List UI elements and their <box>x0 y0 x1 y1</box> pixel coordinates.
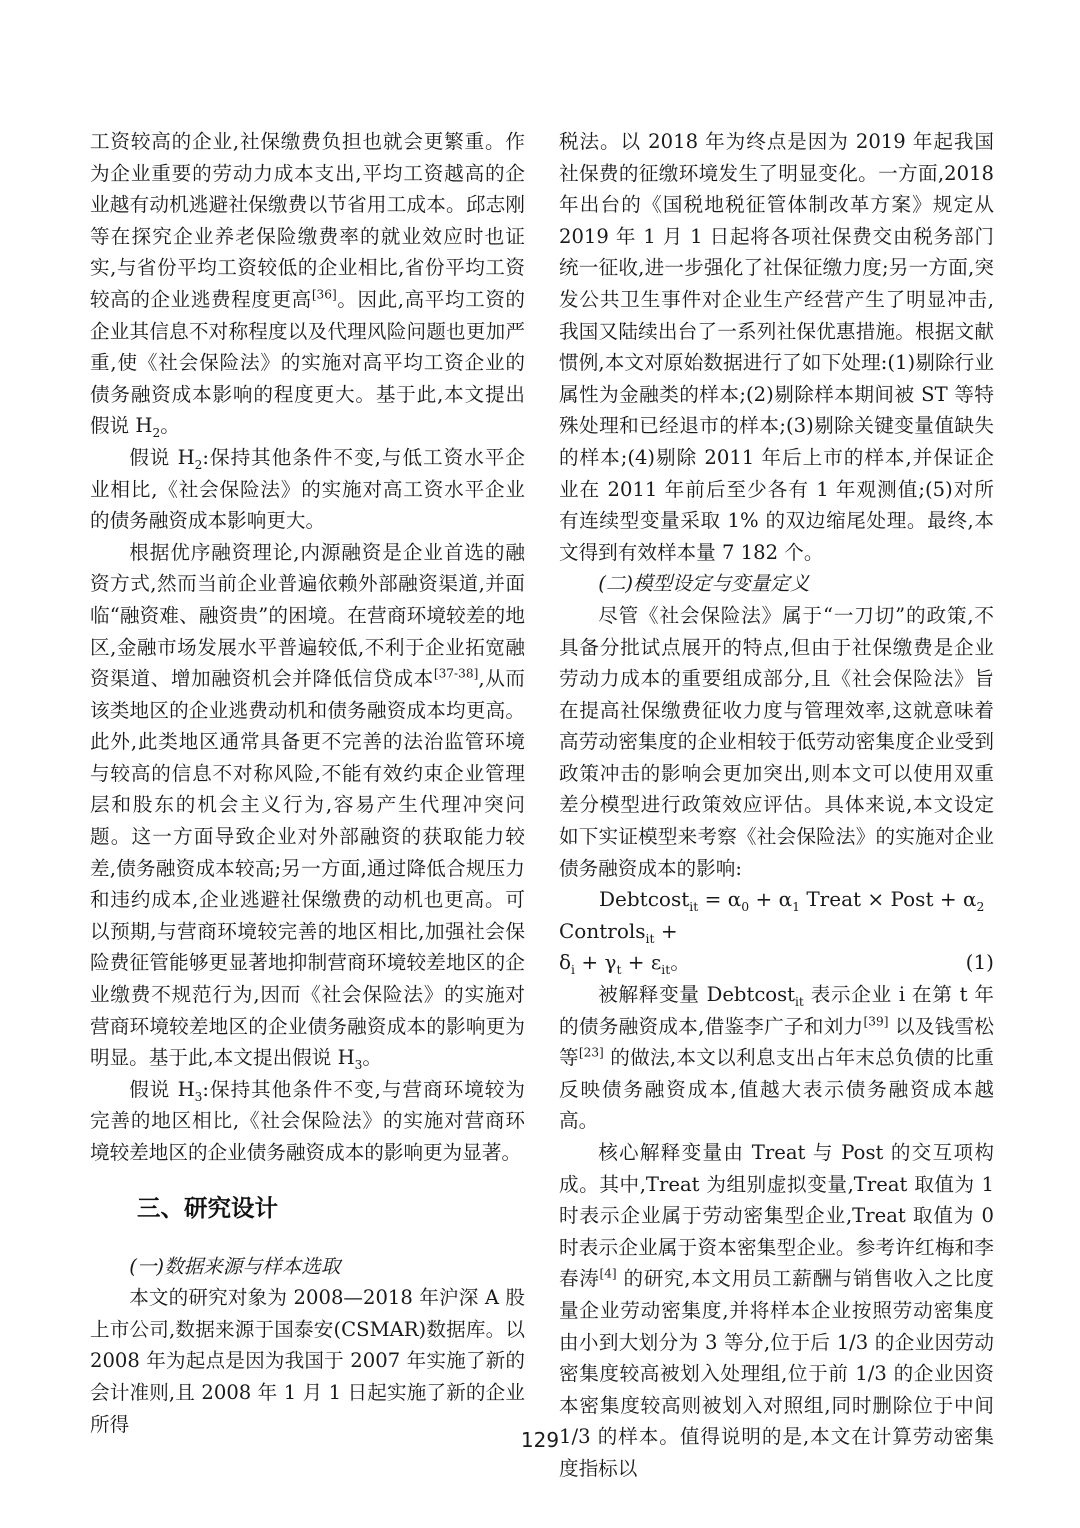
paragraph-wage-continuation: 工资较高的企业,社保缴费负担也就会更繁重。作为企业重要的劳动力成本支出,平均工资越高的企业越有动机逃避社保缴费以节省用工成本。邱志刚等在探究企业养老保险缴费率的就业效应时也证实,与省份平均工资较低的企业相比,省份平均工资较高的企业逃费程度更高[36]。因此,高平均工资的企业其信息不对称程度以及代理风险问题也更加严重,使《社会保险法》的实施对高平均工资企业的债务融资成本影响的程度更大。基于此,本文提出假说 $H_2$。 <box>90 130 526 441</box>
page-number: 129 <box>520 1428 560 1452</box>
paragraph-dependent-variable: 被解释变量 Debtcost$_{it}$ 表示企业 i 在第 t 年的债务融资成本,借鉴李广子和刘力[39] 以及钱雪松等[23] 的做法,本文以利息支出占年末总负债的比重反映债务融资成本,值越大表示债务融资成本越高。 <box>559 983 994 1133</box>
right-column <box>559 126 994 1485</box>
left-column <box>90 126 525 1485</box>
paragraph-model-setup: 尽管《社会保险法》属于“一刀切”的政策,不具备分批试点展开的特点,但由于社保缴费是企业劳动力成本的重要组成部分,且《社会保险法》旨在提高社保缴费征收力度与管理效率,这就意味着高劳动密集度的企业相较于低劳动密集度企业受到政策冲击的影响会更加突出,则本文可以使用双重差分模型进行政策效应评估。具体来说,本文设定如下实证模型来考察《社会保险法》的实施对企业债务融资成本的影响: <box>559 603 994 880</box>
two-column-layout <box>90 126 995 1485</box>
subsection-heading-model-setup: (二)模型设定与变量定义 <box>598 572 810 596</box>
equation-line-2 <box>559 947 994 979</box>
subsection-heading-data-source: (一)数据来源与样本选取 <box>129 1254 341 1278</box>
paragraph-tax-law-continuation: 税法。以 2018 年为终点是因为 2019 年起我国社保费的征缴环境发生了明显变化。一方面,2018 年出台的《国税地税征管体制改革方案》规定从 2019 年 1 月 1 日起将各项社保费交由税务部门统一征收,进一步强化了社保征缴力度;另一方面,突发公共卫生事件对企业生产经营产生了明显冲击,我国又陆续出台了一系列社保优惠措施。根据文献惯例,本文对原始数据进行了如下处理:(1)剔除行业属性为金融类的样本;(2)剔除样本期间被 ST 等特殊处理和已经退市的样本;(3)剔除关键变量值缺失的样本;(4)剔除 2011 年后上市的样本,并保证企业在 2011 年前后至少各有 1 年观测值;(5)对所有连续型变量采取 1% 的双边缩尾处理。最终,本文得到有效样本量 7 182 个。 <box>559 130 994 564</box>
paragraph-pecking-order: 根据优序融资理论,内源融资是企业首选的融资方式,然而当前企业普遍依赖外部融资渠道,并面临“融资难、融资贵”的困境。在营商环境较差的地区,金融市场发展水平普遍较低,不利于企业拓宽融资渠道、增加融资机会并降低信贷成本[37-38],从而该类地区的企业逃费动机和债务融资成本均更高。此外,此类地区通常具备更不完善的法治监管环境与较高的信息不对称风险,不能有效约束企业管理层和股东的机会主义行为,容易产生代理冲突问题。这一方面导致企业对外部融资的获取能力较差,债务融资成本较高;另一方面,通过降低合规压力和违约成本,企业逃避社保缴费的动机也更高。可以预期,与营商环境较完善的地区相比,加强社会保险费征管能够更显著地抑制营商环境较差地区的企业缴费不规范行为,因而《社会保险法》的实施对营商环境较差地区的企业债务融资成本的影响更为明显。基于此,本文提出假说 $H_3$。 <box>90 540 526 1073</box>
equation-line-2-terms: $\delta_i + \gamma_t + \varepsilon_{it}$。 <box>559 950 691 978</box>
hypothesis-h2: 假说 $H_2$:保持其他条件不变,与低工资水平企业相比,《社会保险法》的实施对高工资水平企业的债务融资成本影响更大。 <box>90 445 525 533</box>
paragraph-data-source: 本文的研究对象为 2008—2018 年沪深 A 股上市公司,数据来源于国泰安(CSMAR)数据库。以 2008 年为起点是因为我国于 2007 年实施了新的会计准则,且 2008 年 1 月 1 日起实施了新的企业所得 <box>90 1286 525 1436</box>
equation-1 <box>559 884 994 979</box>
hypothesis-h3: 假说 $H_3$:保持其他条件不变,与营商环境较为完善的地区相比,《社会保险法》的实施对营商环境较差地区的企业债务融资成本的影响更为显著。 <box>90 1077 525 1164</box>
section-heading-research-design: 三、研究设计 <box>137 1193 278 1222</box>
equation-line-1: Debtcost$_{it}$ = $\alpha_0 + \alpha_1$ Treat × Post + $\alpha_2$ Controls$_{it}$ + <box>559 887 985 946</box>
equation-number: (1) <box>965 950 994 975</box>
paragraph-core-variable: 核心解释变量由 Treat 与 Post 的交互项构成。其中,Treat 为组别虚拟变量,Treat 取值为 1 时表示企业属于劳动密集型企业,Treat 取值为 0 时表示企业属于资本密集型企业。参考许红梅和李春涛[4] 的研究,本文用员工薪酬与销售收入之比度量企业劳动密集度,并将样本企业按照劳动密集度由小到大划分为 3 等分,位于后 1/3 的企业因劳动密集度较高被划入处理组,位于前 1/3 的企业因资本密集度较高则被划入对照组,同时删除位于中间 1/3 的样本。值得说明的是,本文在计算劳动密集度指标以 <box>559 1141 994 1480</box>
